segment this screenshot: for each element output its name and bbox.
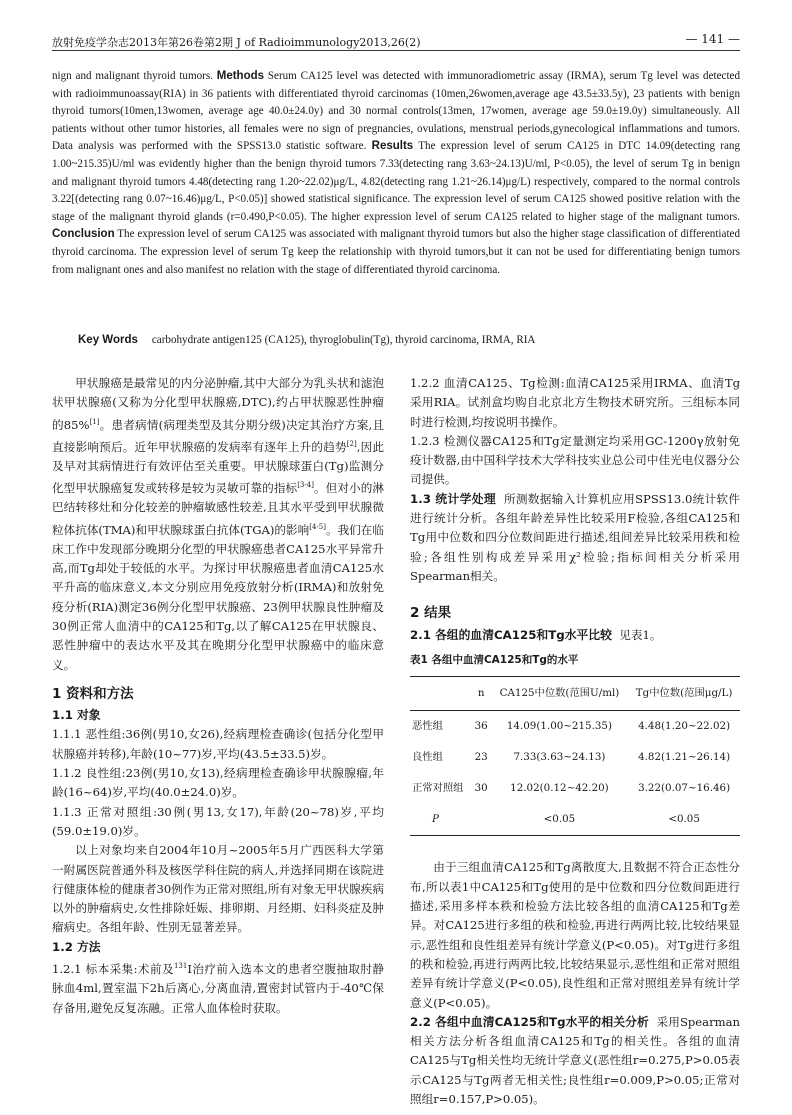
table-cell: 23: [474, 751, 488, 764]
subsection-heading-1-3: 1.3 统计学处理: [410, 491, 496, 506]
results-text: The expression level of serum CA125 in DTC 14.09(detecting rang 1.00~215.35)U/ml was evidently higher than the benign thyroid tumors 7.33(detecting rang 3.63~24.13)U/ml, P<0.05), the level of serum Tg in benign and malignant thyroid tumors 4.48(detecting rang 1.20~22.02)μg/L, 4.82(detecting rang 1.21~26.14)μg/L) respectively, compared to the normal controls 3.22[(detecting rang 0.07~16.46)μg/L, P<0.05)] showed statistical significance. The expression level of serum CA125 showed positive relation with the stage of the malignant thyroid glands (r=0.490,P<0.05). The higher expression level of serum CA125 related to higher stage of the malignant tumors.: [52, 140, 741, 223]
paragraph-2-2: 2.2 各组中血清CA125和Tg水平的相关分析 采用Spearman相关方法分析各组血清CA125和Tg的相关性。各组的血清CA125与Tg相关性均无统计学意义(恶性组r=0.275,P>0.05表示CA125与Tg两者无相关性;良性组r=0.009,P>0.05;正常对照组r=0.157,P>0.05)。: [410, 1014, 740, 1107]
table-cell: 正常对照组: [412, 782, 464, 795]
page-number: — 141 —: [685, 32, 740, 46]
table-cell: 30: [474, 782, 488, 795]
results-table: [410, 676, 740, 836]
table-header-row: [410, 677, 740, 711]
right-column: [410, 374, 740, 1109]
table-cell: 4.48(1.20~22.02): [638, 720, 731, 733]
subsection-heading-2-1: 2.1 各组的血清CA125和Tg水平比较: [410, 627, 612, 642]
subsection-heading-1-2: 1.2 方法: [52, 939, 101, 954]
table-cell: <0.05: [668, 813, 700, 826]
section-heading-1: 1 资料和方法: [52, 685, 134, 702]
subjects-paragraph: 以上对象均来自2004年10月~2005年5月广西医科大学第一附属医院普通外科及核医学科住院的病人,并选择同期在该院进行健康体检的健康者30例作为正常对照组,所有对象无甲状腺疾病以外的肿瘤病史,女性排除妊娠、排卵期、月经期、妇科炎症及肿瘤病史。各组年龄、性别无显著差异。: [52, 843, 384, 935]
table-row: [410, 742, 740, 773]
table-header-cell: Tg中位数(范围μg/L): [635, 687, 733, 700]
discussion-paragraph: 由于三组血清CA125和Tg离散度大,且数据不符合正态性分布,所以表1中CA125和Tg使用的是中位数和四分位数间距进行描述,采用多样本秩和检验方法比较各组的血清CA125和Tg差异。对CA125进行多组的秩和检验,再进行两两比较,比较结果显示,恶性组和良性组差异有统计学意义(P<0.05)。对Tg进行多组的秩和检验,再进行两两比较,比较结果显示,恶性组和正常对照组差异有统计学意义(P<0.05),良性组和正常对照组差异有统计学意义(P<0.05)。: [410, 860, 740, 1010]
table-cell: 7.33(3.63~24.13): [513, 751, 606, 764]
keywords-label: Key Words: [78, 334, 138, 346]
table-header-cell: [410, 677, 472, 711]
left-column: [52, 374, 384, 1018]
table-cell: 36: [474, 720, 488, 733]
intro-paragraph: 甲状腺癌是最常见的内分泌肿瘤,其中大部分为乳头状和滤泡状甲状腺癌(又称为分化型甲状腺癌,DTC),约占甲状腺恶性肿瘤的85%[1]。患者病情(病理类型及其分期分级)决定其治疗方案,且直接影响预后。近年甲状腺癌的发病率有逐年上升的趋势[2],因此及早对其病情进行有效评估至关重要。甲状腺球蛋白(Tg)监测分化型甲状腺癌复发或转移是较为灵敏可靠的指标[3-4]。但对小的淋巴结转移灶和分化较差的肿瘤敏感性较差,且其水平受到甲状腺微粒体抗体(TMA)和甲状腺球蛋白抗体(TGA)的影响[4-5]。我们在临床工作中发现部分晚期分化型的甲状腺癌患者CA125水平异常升高,而Tg却处于较低的水平。为探讨甲状腺癌患者血清CA125水平升高的临床意义,本文分别应用免疫放射分析(IRMA)和放射免疫分析(RIA)测定36例分化型甲状腺癌、23例甲状腺良性肿瘤及30例正常人血清中的CA125和Tg,以了解CA125在甲状腺良、恶性肿瘤中的表达水平及其在晚期分化型甲状腺癌中的临床意义。: [52, 376, 384, 672]
paragraph-1-2-3: 1.2.3 检测仪器CA125和Tg定量测定均采用GC-1200γ放射免疫计数器,由中国科学技术大学科技实业总公司中佳光电仪器分公司提供。: [410, 433, 740, 487]
table-cell: [472, 804, 491, 836]
citation-ref: [3-4]: [297, 481, 314, 490]
abstract-intro: nign and malignant thyroid tumors.: [52, 70, 213, 82]
subsection-heading-2-2: 2.2 各组中血清CA125和Tg水平的相关分析: [410, 1014, 649, 1029]
methods-text: Serum CA125 level was detected with immunoradiometric assay (IRMA), serum Tg level was detected with radioimmunoassay(RIA) in 36 patients with differentiated thyroid carcinomas (10men,26women,average age 43.5±33.5y), 23 patients with benign thyroid tumors(10men,13women, average age 40.0±24.0y) and 30 normal controls(13men, 17women, average age 59.0±19.0y) simultaneously. All patients without other tumor histories, all females were no sign of pregnancies, ovulations, menstrual periods,gynecological inflammations and tumors. Data analysis was performed with the SPSS13.0 statistic software.: [52, 70, 740, 153]
table-cell: 12.02(0.12~42.20): [510, 782, 609, 795]
table-row: [410, 773, 740, 804]
table-cell: 3.22(0.07~16.46): [638, 782, 731, 795]
keywords: [78, 334, 738, 346]
methods-label: Methods: [216, 70, 265, 82]
english-abstract: [52, 68, 740, 279]
table-cell: 恶性组: [412, 720, 443, 733]
paragraph-1-1-2: 1.1.2 良性组:23例(男10,女13),经病理检查确诊甲状腺腺瘤,年龄(16~64)岁,平均(40.0±24.0)岁。: [52, 766, 384, 800]
paragraph-1-1-1: 1.1.1 恶性组:36例(男10,女26),经病理检查确诊(包括分化型甲状腺癌并转移),年龄(10~77)岁,平均(43.5±33.5)岁。: [52, 727, 384, 761]
paragraph-1-2-2: 1.2.2 血清CA125、Tg检测:血清CA125采用IRMA、血清Tg采用RIA。试剂盒均购自北京北方生物技术研究所。三组标本同时进行检测,均按说明书操作。: [410, 376, 740, 429]
table-header-cell: n: [477, 687, 485, 700]
paragraph-1-2-1: 1.2.1 标本采集:术前及$^{131}$I治疗前入选本文的患者空腹抽取肘静脉血4ml,置室温下2h后离心,分离血清,置密封试管内于-40℃保存备用,避免反复冻融。正常人血体检时获取。: [52, 961, 384, 1015]
citation-ref: [2]: [346, 439, 357, 448]
section-heading-2: 2 结果: [410, 605, 452, 622]
table-cell: 14.09(1.00~215.35): [506, 720, 612, 733]
table-header-cell: CA125中位数(范围U/ml): [499, 687, 620, 700]
running-header: [52, 30, 740, 51]
citation-ref: [4-5]: [309, 522, 326, 531]
paragraph-1-1-3: 1.1.3 正常对照组:30例(男13,女17),年龄(20~78)岁,平均(59.0±19.0)岁。: [52, 804, 384, 838]
paragraph-2-1: 2.1 各组的血清CA125和Tg水平比较 见表1。: [410, 627, 662, 642]
table-row: [410, 711, 740, 743]
paragraph-1-3: 1.3 统计学处理 所测数据输入计算机应用SPSS13.0统计软件进行统计分析。各组年龄差异性比较采用F检验,各组CA125和Tg用中位数和四分位数间距进行描述,组间差异比较采用秩和检验;各组性别构成差异采用χ²检验;指标间相关分析采用Spearman相关。: [410, 491, 741, 583]
subsection-heading-1-1: 1.1 对象: [52, 708, 101, 723]
table-cell: 4.82(1.21~26.14): [638, 751, 731, 764]
table-caption: 表1 各组中血清CA125和Tg的水平: [410, 653, 579, 666]
keywords-text: carbohydrate antigen125 (CA125), thyroglobulin(Tg), thyroid carcinoma, IRMA, RIA: [151, 334, 536, 346]
table-cell: 良性组: [412, 751, 443, 764]
conclusion-label: Conclusion: [52, 228, 115, 241]
conclusion-text: The expression level of serum CA125 was associated with malignant thyroid tumors but also the higher stage classification of differentiated thyroid carcinoma. The expression level of serum Tg keep the relationship with thyroid tumors,but it can not be used for differentiating benign tumors from malignant ones and also manifest no relation with the stage of differentiated thyroid carcinoma.: [52, 228, 740, 276]
journal-citation: 放射免疫学杂志2013年第26卷第2期 J of Radioimmunology2013,26(2): [52, 36, 421, 49]
table-cell: <0.05: [543, 813, 576, 826]
table-row: [410, 804, 740, 836]
table-cell: P: [432, 813, 439, 826]
citation-ref: [1]: [89, 417, 100, 426]
results-label: Results: [371, 140, 414, 153]
